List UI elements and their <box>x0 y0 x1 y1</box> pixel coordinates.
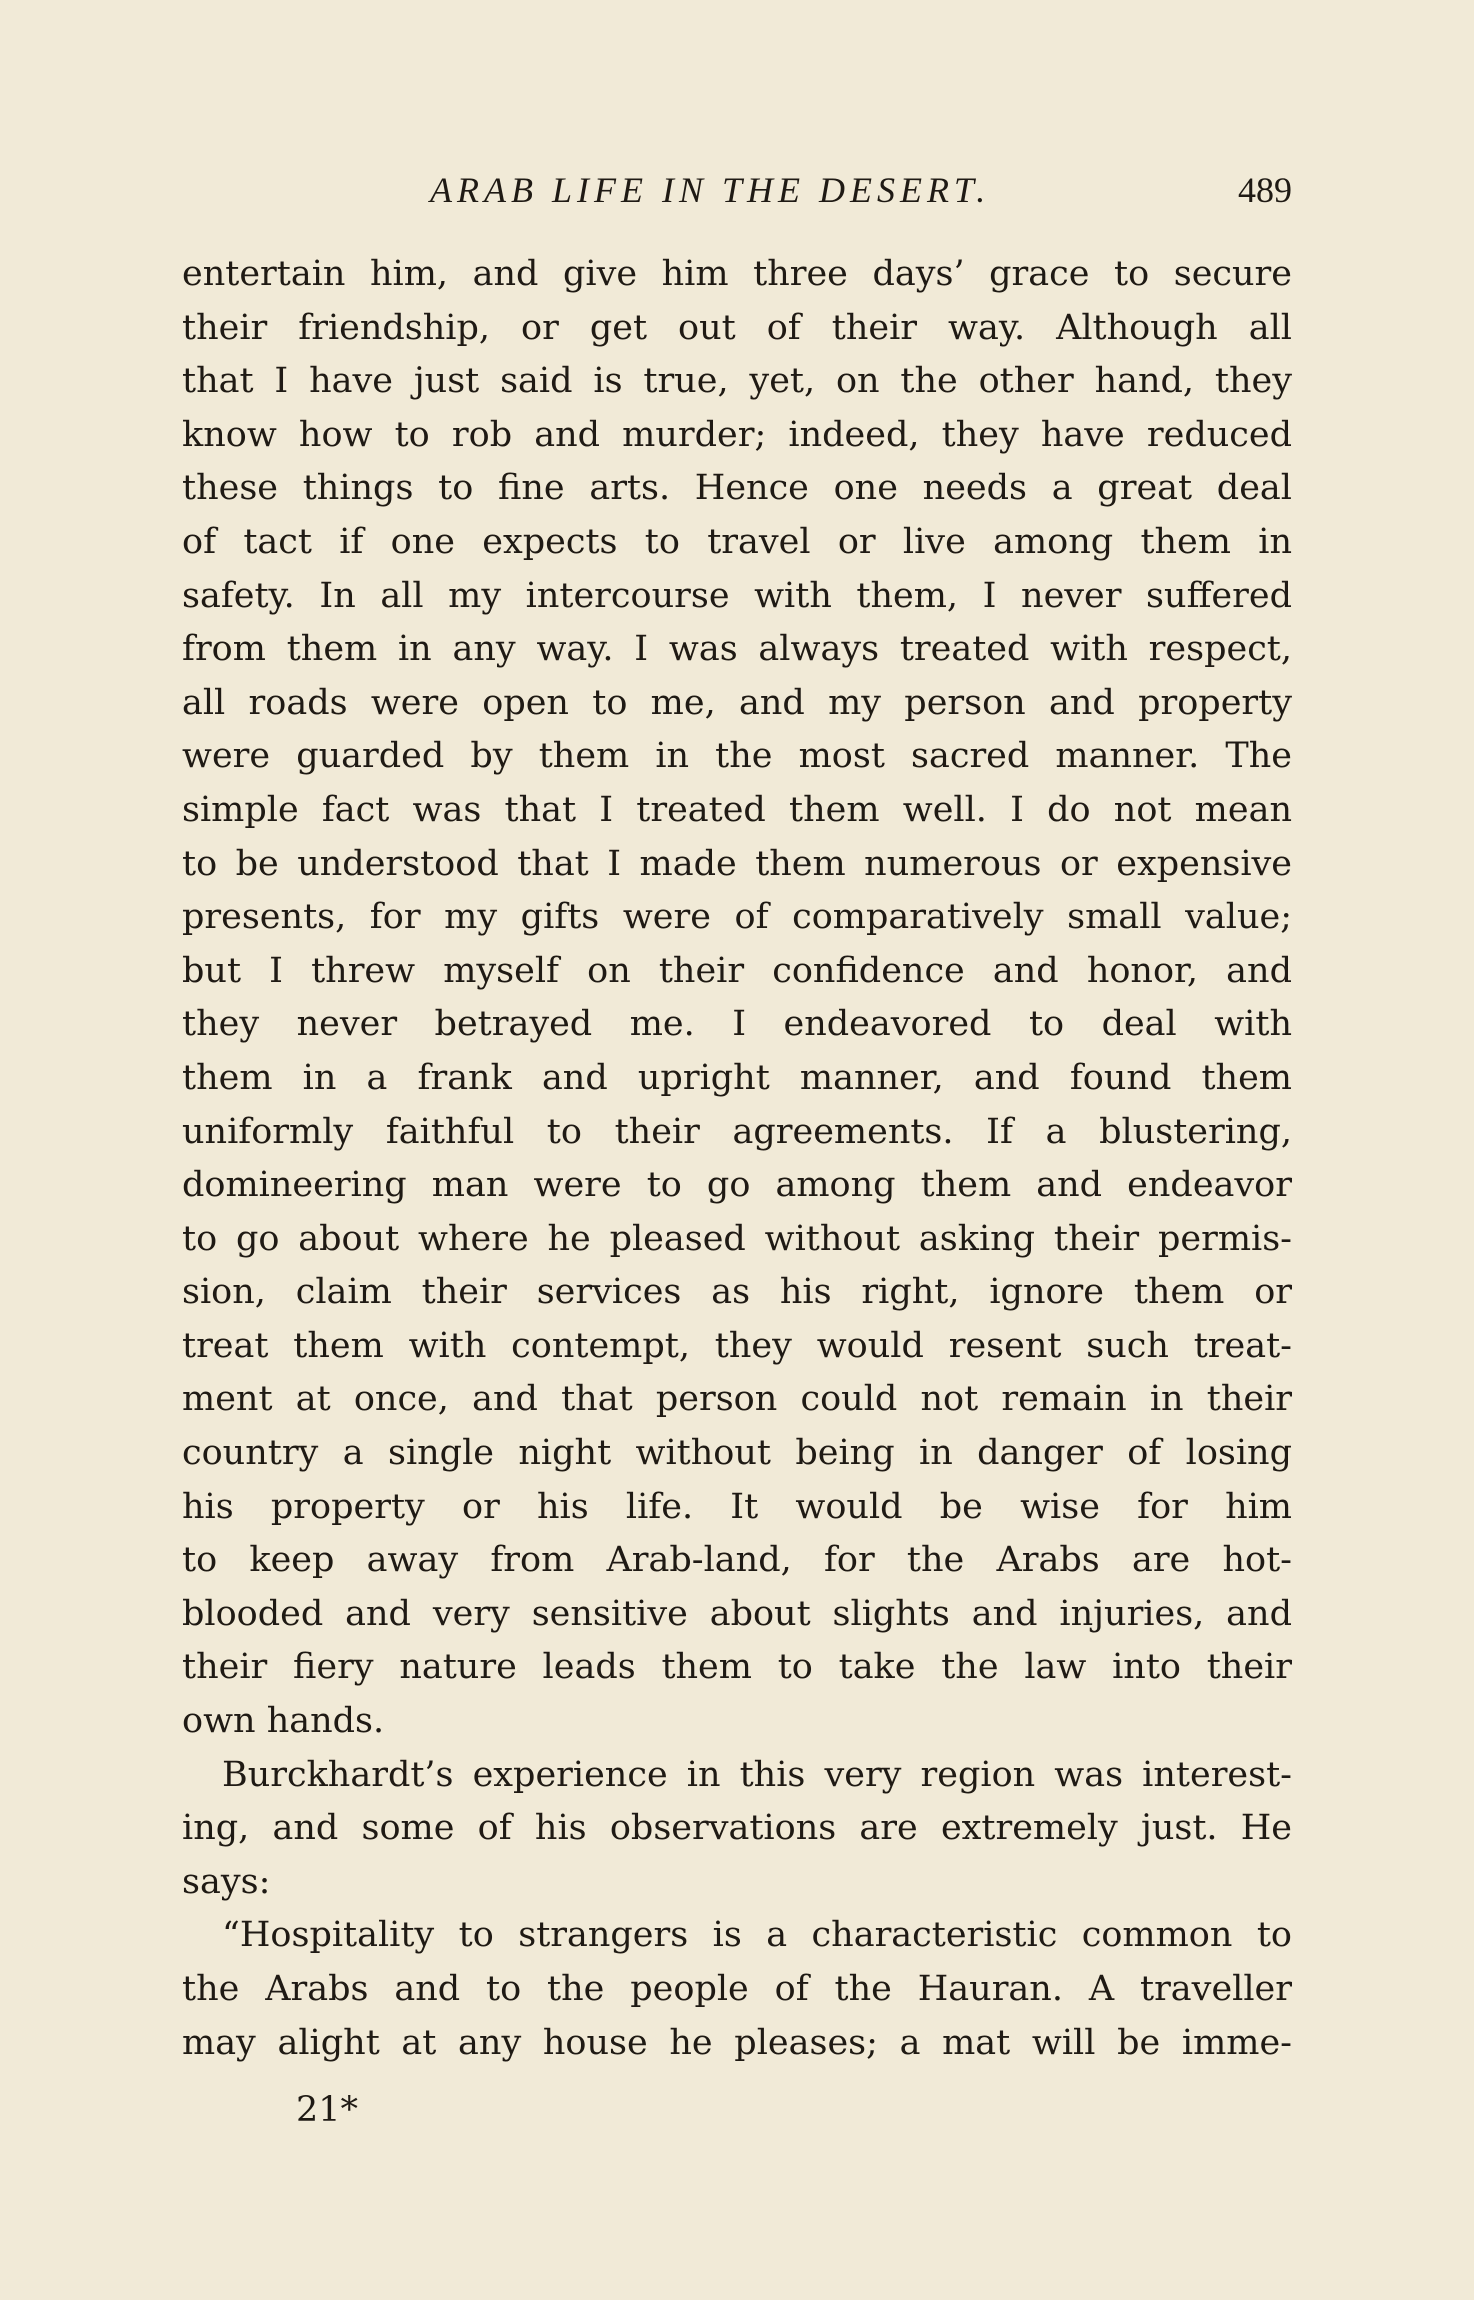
text-line: his property or his life. It would be wise for him <box>182 1486 1292 1527</box>
text-line: sion, claim their services as his right, ignore them or <box>182 1272 1292 1313</box>
text-line: safety. In all my intercourse with them, I never suffered <box>182 575 1292 616</box>
signature-mark: 21* <box>296 2090 359 2130</box>
text-line: to go about where he pleased without asking their permis- <box>182 1218 1292 1259</box>
text-line: Burckhardt’s experience in this very region was interest- <box>222 1754 1292 1795</box>
running-title: ARAB LIFE IN THE DESERT. <box>430 170 991 210</box>
text-line: treat them with contempt, they would resent such treat- <box>182 1325 1292 1366</box>
text-line: their friendship, or get out of their way. Although all <box>182 307 1292 348</box>
text-line: their fiery nature leads them to take the law into their <box>182 1647 1292 1688</box>
page-number: 489 <box>1238 170 1292 210</box>
text-line: were guarded by them in the most sacred manner. The <box>182 736 1292 777</box>
text-line: from them in any way. I was always treated with respect, <box>182 629 1292 670</box>
text-line: entertain him, and give him three days’ grace to secure <box>182 254 1292 294</box>
text-line: the Arabs and to the people of the Hauran. A traveller <box>182 1969 1292 2009</box>
text-line: blooded and very sensitive about slights and injuries, and <box>182 1593 1292 1634</box>
text-line: country a single night without being in danger of losing <box>182 1433 1292 1474</box>
text-line: these things to fine arts. Hence one needs a great deal <box>182 468 1292 509</box>
text-line: presents, for my gifts were of comparatively small value; <box>182 897 1292 938</box>
text-line: own hands. <box>182 1701 385 1742</box>
text-line: says: <box>182 1861 271 1902</box>
text-line: them in a frank and upright manner, and found them <box>182 1057 1292 1098</box>
text-line: know how to rob and murder; indeed, they have reduced <box>182 414 1292 455</box>
text-line: ment at once, and that person could not remain in their <box>182 1379 1292 1420</box>
text-line: that I have just said is true, yet, on the other hand, they <box>182 361 1292 402</box>
text-line: all roads were open to me, and my person and property <box>182 682 1292 723</box>
text-line: they never betrayed me. I endeavored to deal with <box>182 1004 1292 1045</box>
text-line: simple fact was that I treated them well. I do not mean <box>182 789 1292 830</box>
text-line: may alight at any house he pleases; a mat will be imme- <box>182 2022 1292 2063</box>
text-line: to be understood that I made them numerous or expensive <box>182 843 1292 884</box>
text-line: of tact if one expects to travel or live among them in <box>182 521 1292 562</box>
text-line: “Hospitality to strangers is a characteristic common to <box>222 1915 1292 1956</box>
text-line: to keep away from Arab-land, for the Arabs are hot- <box>182 1540 1292 1581</box>
text-line: domineering man were to go among them and endeavor <box>182 1165 1292 1206</box>
running-head <box>182 160 1292 220</box>
text-line: ing, and some of his observations are extremely just. He <box>182 1808 1292 1849</box>
text-line: uniformly faithful to their agreements. If a blustering, <box>182 1111 1292 1152</box>
body-text <box>182 248 1292 2070</box>
text-line: but I threw myself on their confidence and honor, and <box>182 950 1292 991</box>
